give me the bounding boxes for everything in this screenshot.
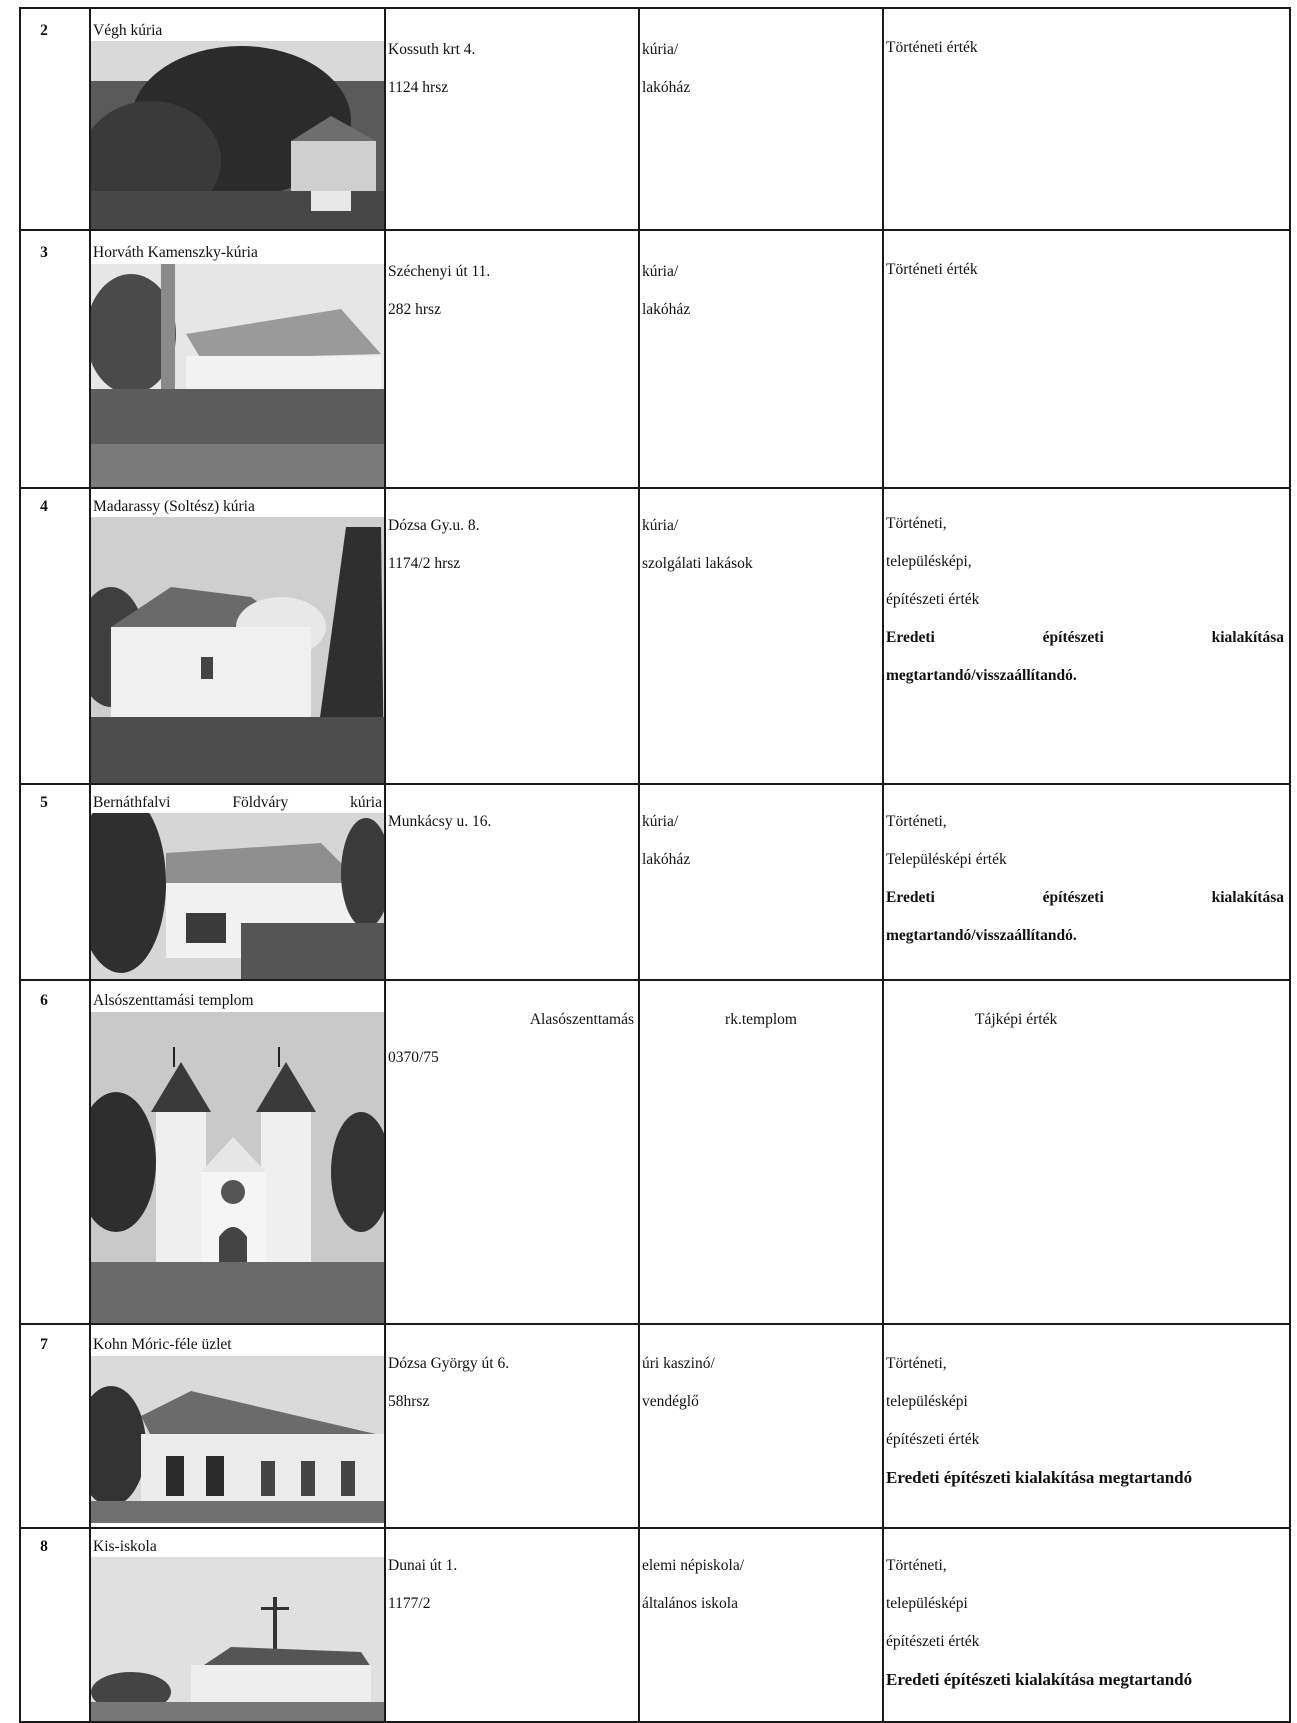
row-number: 4 [40,498,48,515]
address: Kossuth krt 4. 1124 hrsz [388,41,476,96]
function: úri kaszinó/ vendéglő [642,1355,715,1410]
protection-note: megtartandó/visszaállítandó. [886,667,1077,684]
address: Széchenyi út 11. 282 hrsz [388,263,491,318]
protection-value: Történeti, településképi építészeti érték Eredeti építészeti kialakítása megtartandó [886,1537,1284,1708]
building-photo [91,264,384,487]
building-name: Végh kúria [93,22,163,39]
building-photo [91,1356,384,1523]
row-border [19,229,1291,231]
protection-note: Eredeti építészeti kialakítása megtartandó [886,1670,1193,1689]
building-photo [91,1557,384,1721]
row-border [19,1527,1291,1529]
building-name: Madarassy (Soltész) kúria [93,498,255,515]
row-border [19,7,1291,9]
column-border [638,7,640,1723]
function: kúria/ lakóház [642,263,691,318]
protection-value: Történeti érték [886,261,978,278]
protection-value: Tájképi érték [975,1011,1058,1028]
building-photo [91,813,384,979]
building-name: Kis-iskola [93,1538,157,1555]
row-number: 2 [40,22,48,39]
column-border [19,7,21,1723]
function: elemi népiskola/ általános iskola [642,1557,745,1612]
address: Dózsa Gy.u. 8. 1174/2 hrsz [388,517,480,572]
function: kúria/ szolgálati lakások [642,517,753,572]
building-name: Kohn Móric-féle üzlet [93,1336,232,1353]
address: Dunai út 1. 1177/2 [388,1557,458,1612]
building-name: Bernáthfalvi Földváry kúria [93,794,382,811]
column-border [882,7,884,1723]
protection-note: Eredeti építészeti kialakítása [886,889,1284,906]
address: Munkácsy u. 16. [388,813,492,830]
protection-value: Történeti, Településképi érték Eredeti építészeti kialakítása megtartandó/visszaállítandó. [886,813,1284,944]
protection-note: megtartandó/visszaállítandó. [886,927,1077,944]
protection-value: Történeti, településképi, építészeti érték Eredeti építészeti kialakítása megtartandó/visszaállítandó. [886,515,1284,684]
building-name: Alsószenttamási templom [93,992,254,1009]
building-photo [91,1012,384,1323]
row-border [19,783,1291,785]
protection-value: Történeti, településképi építészeti érték Eredeti építészeti kialakítása megtartandó [886,1335,1284,1506]
column-border [1289,7,1291,1723]
row-border [19,1323,1291,1325]
function: rk.templom [725,1011,797,1028]
row-number: 3 [40,244,48,261]
row-border [19,979,1291,981]
row-number: 5 [40,794,48,811]
column-border [384,7,386,1723]
building-photo [91,517,384,783]
address: Alasószenttamás 0370/75 [388,1011,634,1066]
function: kúria/ lakóház [642,41,691,96]
function: kúria/ lakóház [642,813,691,868]
building-name: Horváth Kamenszky-kúria [93,244,258,261]
protection-note: Eredeti építészeti kialakítása [886,629,1284,646]
row-number: 8 [40,1538,48,1555]
row-border [19,487,1291,489]
row-number: 6 [40,992,48,1009]
protection-value: Történeti érték [886,39,978,56]
protection-note: Eredeti építészeti kialakítása megtartandó [886,1468,1193,1487]
building-photo [91,41,384,229]
address: Dózsa György út 6. 58hrsz [388,1355,510,1410]
row-number: 7 [40,1336,48,1353]
